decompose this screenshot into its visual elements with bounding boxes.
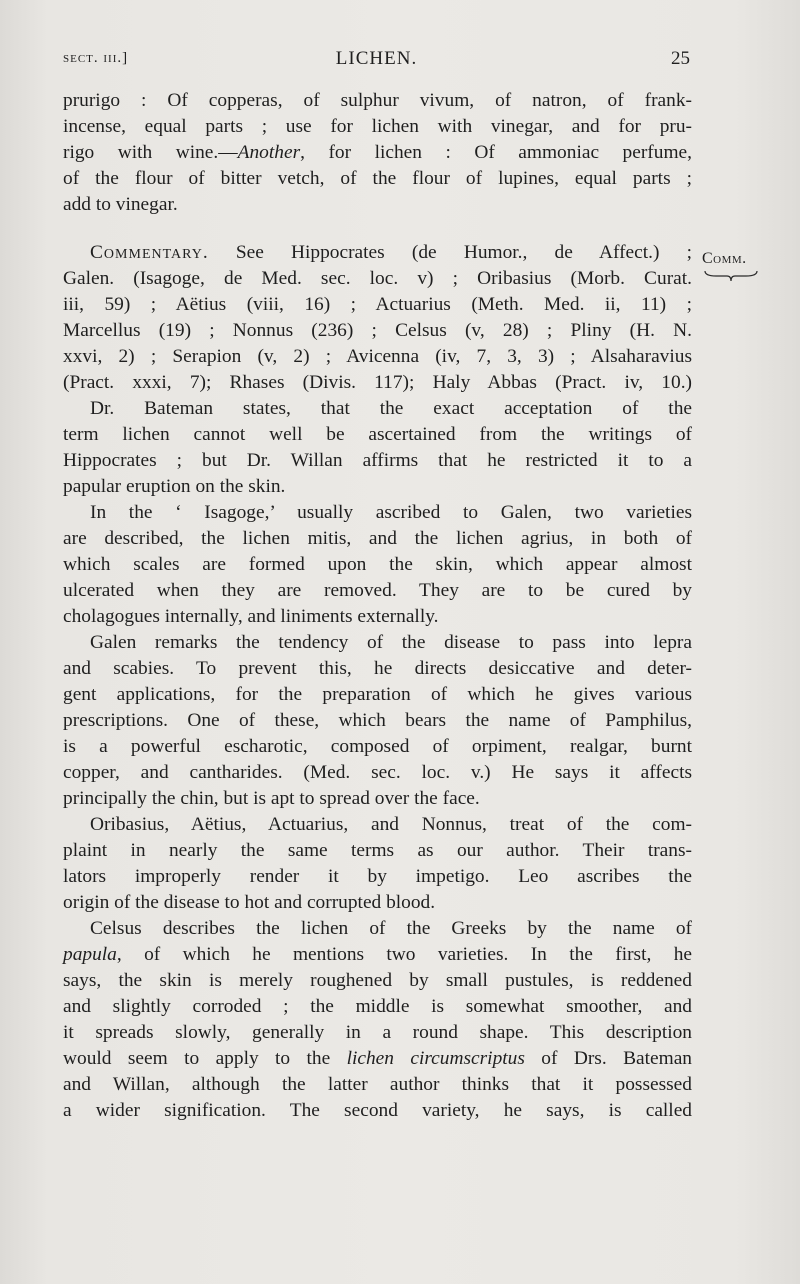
text-segment: it spreads slowly, generally in a round shape. This description	[63, 1022, 692, 1043]
text-segment: Galen. (Isagoge, de Med. sec. loc. v) ; Oribasius (Morb. Curat.	[63, 268, 692, 289]
text-segment: principally the chin, but is apt to spread over the face.	[63, 788, 480, 809]
section-label: sect. iii.]	[63, 50, 129, 66]
text-line	[63, 1020, 692, 1046]
text-segment: a wider signification. The second variety, he says, is called	[63, 1100, 692, 1121]
text-segment: (Pract. xxxi, 7); Rhases (Divis. 117); Haly Abbas (Pract. iv, 10.)	[63, 372, 692, 393]
text-segment: Marcellus (19) ; Nonnus (236) ; Celsus (v, 28) ; Pliny (H. N.	[63, 320, 692, 341]
text-line	[63, 526, 692, 552]
text-segment: ulcerated when they are removed. They are to be cured by	[63, 580, 692, 601]
text-segment: and slightly corroded ; the middle is somewhat smoother, and	[63, 996, 692, 1017]
text-line	[63, 994, 692, 1020]
text-line	[63, 890, 692, 916]
text-line	[63, 500, 692, 526]
text-segment: In the ‘ Isagoge,’ usually ascribed to Galen, two varieties	[90, 502, 692, 523]
italic-text: papula	[63, 944, 117, 965]
text-segment: Oribasius, Aëtius, Actuarius, and Nonnus, treat of the com-	[90, 814, 692, 835]
text-line	[63, 786, 692, 812]
text-segment: See Hippocrates (de Humor., de Affect.) ;	[208, 242, 692, 263]
text-line	[63, 1072, 692, 1098]
text-line	[63, 114, 692, 140]
text-line	[63, 166, 692, 192]
margin-note: Comm.	[702, 250, 747, 267]
text-segment: says, the skin is merely roughened by small pustules, is reddened	[63, 970, 692, 991]
text-line	[63, 192, 692, 218]
text-line	[63, 422, 692, 448]
text-segment: cholagogues internally, and liniments externally.	[63, 606, 439, 627]
text-line	[63, 474, 692, 500]
text-line	[63, 916, 692, 942]
text-line	[63, 1098, 692, 1124]
text-segment: incense, equal parts ; use for lichen with vinegar, and for pru-	[63, 116, 692, 137]
text-line	[63, 838, 692, 864]
text-line	[63, 682, 692, 708]
text-line	[63, 864, 692, 890]
text-segment: is a powerful escharotic, composed of orpiment, realgar, burnt	[63, 736, 692, 757]
text-line	[63, 266, 692, 292]
text-line	[63, 344, 692, 370]
text-line	[63, 760, 692, 786]
text-segment: add to vinegar.	[63, 194, 178, 215]
text-line	[63, 656, 692, 682]
text-segment: iii, 59) ; Aëtius (viii, 16) ; Actuarius (Meth. Med. ii, 11) ;	[63, 294, 692, 315]
text-line	[63, 1046, 692, 1072]
text-segment: , for lichen : Of ammoniac perfume,	[300, 142, 692, 163]
text-segment: of the flour of bitter vetch, of the flour of lupines, equal parts ;	[63, 168, 692, 189]
text-line	[63, 448, 692, 474]
text-line	[63, 140, 692, 166]
text-segment: Galen remarks the tendency of the disease to pass into lepra	[90, 632, 692, 653]
text-line	[63, 812, 692, 838]
page-title: LICHEN.	[335, 48, 418, 69]
text-line	[63, 578, 692, 604]
text-segment: rigo with wine.—	[63, 142, 238, 163]
text-segment: would seem to apply to the	[63, 1048, 347, 1069]
text-segment: Celsus describes the lichen of the Greeks by the name of	[90, 918, 692, 939]
text-segment: origin of the disease to hot and corrupted blood.	[63, 892, 436, 913]
text-line	[63, 292, 692, 318]
text-line	[63, 240, 692, 266]
body-text	[63, 88, 692, 1124]
text-segment: prescriptions. One of these, which bears the name of Pamphilus,	[63, 710, 692, 731]
text-segment: Dr. Bateman states, that the exact acceptation of the	[90, 398, 692, 419]
text-line	[63, 942, 692, 968]
text-segment: copper, and cantharides. (Med. sec. loc. v.) He says it affects	[63, 762, 692, 783]
text-segment: and Willan, although the latter author thinks that it possessed	[63, 1074, 692, 1095]
text-segment: prurigo : Of copperas, of sulphur vivum, of natron, of frank-	[63, 90, 692, 111]
small-caps-text: Commentary.	[90, 242, 209, 263]
text-segment: are described, the lichen mitis, and the lichen agrius, in both of	[63, 528, 692, 549]
italic-text: lichen circumscriptus	[346, 1048, 525, 1069]
text-segment: Hippocrates ; but Dr. Willan affirms that he restricted it to a	[63, 450, 692, 471]
margin-brace-icon	[704, 270, 758, 282]
text-line	[63, 318, 692, 344]
text-segment: papular eruption on the skin.	[63, 476, 286, 497]
paragraph-gap	[63, 218, 692, 240]
text-segment: lators improperly render it by impetigo. Leo ascribes the	[63, 866, 692, 887]
text-line	[63, 370, 692, 396]
text-segment: which scales are formed upon the skin, which appear almost	[63, 554, 692, 575]
text-line	[63, 968, 692, 994]
text-line	[63, 88, 692, 114]
text-line	[63, 734, 692, 760]
text-line	[63, 708, 692, 734]
text-line	[63, 604, 692, 630]
text-segment: term lichen cannot well be ascertained from the writings of	[63, 424, 692, 445]
text-segment: plaint in nearly the same terms as our author. Their trans-	[63, 840, 692, 861]
running-header	[63, 46, 690, 74]
text-segment: and scabies. To prevent this, he directs desiccative and deter-	[63, 658, 692, 679]
text-segment: of Drs. Bateman	[524, 1048, 693, 1069]
italic-text: Another	[237, 142, 301, 163]
text-line	[63, 630, 692, 656]
text-segment: , of which he mentions two varieties. In the first, he	[116, 944, 692, 965]
text-line	[63, 552, 692, 578]
page-number: 25	[671, 48, 690, 69]
text-segment: gent applications, for the preparation of which he gives various	[63, 684, 692, 705]
text-segment: xxvi, 2) ; Serapion (v, 2) ; Avicenna (iv, 7, 3, 3) ; Alsaharavius	[63, 346, 692, 367]
text-line	[63, 396, 692, 422]
